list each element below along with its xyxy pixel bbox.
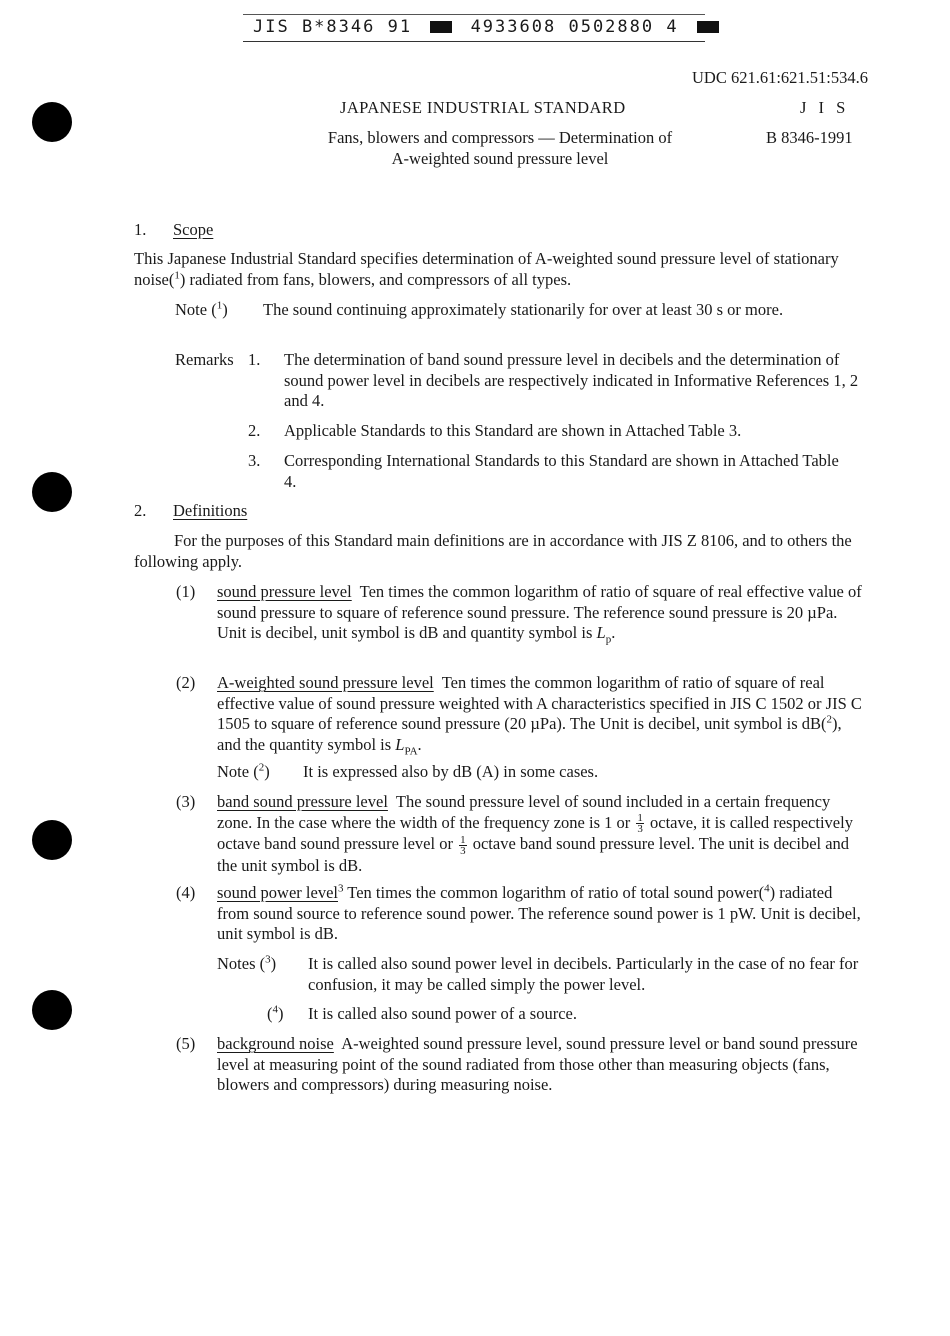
udc-code: UDC 621.61:621.51:534.6 bbox=[691, 68, 868, 87]
punch-hole-icon bbox=[32, 472, 72, 512]
definition-item: band sound pressure level The sound pressure level of sound included in a certain frequency zone. In the case where the width of the frequency zone is 1 or $\frac{1}{3}$ octave, it is called respectively octave band sound pressure level or $\frac{1}{3}$ octave band sound pressure level. The unit is decibel and the unit symbol is dB. bbox=[217, 792, 853, 875]
black-block-mark bbox=[697, 21, 719, 33]
note-text: It is called also sound power level in decibels. Particularly in the case of no fear for confusion, it may be called simply the power level. bbox=[308, 954, 859, 994]
note-label: ($^4$) bbox=[267, 1003, 284, 1023]
remark-text: The determination of band sound pressure level in decibels and the determination of sound power level in decibels are respectively indicated in Informative References 1, 2 and 4. bbox=[284, 350, 859, 410]
scope-paragraph bbox=[134, 249, 864, 290]
fraction-one-third: $\frac{1}{3}$ bbox=[637, 812, 643, 836]
definition-number: (1) bbox=[176, 582, 196, 601]
punch-hole-icon bbox=[32, 102, 72, 142]
section-number: 1. bbox=[134, 220, 147, 239]
remark-number: 1. bbox=[248, 350, 261, 369]
section-heading-scope: Scope bbox=[173, 220, 214, 239]
title-line-2: A-weighted sound pressure level bbox=[391, 148, 609, 168]
definition-item: sound pressure level Ten times the common logarithm of ratio of square of real effective value of sound pressure to square of reference sound pressure. The reference sound pressure is 20 µPa. Unit is decibel, unit symbol is dB and quantity symbol is $L_p$. bbox=[217, 582, 862, 646]
scan-header-code1: 4933608 bbox=[470, 17, 557, 37]
document-title bbox=[290, 128, 710, 169]
remark-text: Applicable Standards to this Standard are shown in Attached Table 3. bbox=[284, 421, 742, 440]
section-number: 2. bbox=[134, 501, 147, 520]
scope-text-a: This Japanese Industrial Standard specifies determination of A-weighted sound pressure level of stationary noise( bbox=[134, 249, 839, 289]
standard-number: B 8346-1991 bbox=[766, 128, 853, 147]
definition-term: band sound pressure level bbox=[217, 792, 388, 811]
remark-number: 3. bbox=[248, 451, 261, 470]
definition-term: sound pressure level bbox=[217, 582, 352, 601]
definition-number: (2) bbox=[176, 673, 196, 692]
note-text: It is expressed also by dB (A) in some cases. bbox=[303, 762, 599, 781]
punch-hole-icon bbox=[32, 820, 72, 860]
scan-header-code2: 0502880 4 bbox=[568, 17, 679, 37]
note-text: It is called also sound power of a source. bbox=[308, 1004, 577, 1023]
standard-name: JAPANESE INDUSTRIAL STANDARD bbox=[340, 98, 626, 117]
scan-header-strip bbox=[243, 14, 705, 42]
punch-hole-icon bbox=[32, 990, 72, 1030]
definition-item: A-weighted sound pressure level Ten times the common logarithm of ratio of square of real effective value of sound pressure weighted with A characteristics specified in JIS C 1502 or JIS C 1505 to square of reference sound pressure (20 µPa). The Unit is decibel, unit symbol is dB($^2$), and the quantity symbol is $L_{PA}$. bbox=[217, 673, 862, 757]
jis-mark: J I S bbox=[800, 98, 850, 117]
note-text: The sound continuing approximately stationarily for over at least 30 s or more. bbox=[263, 300, 784, 319]
scan-header-prefix: JIS B*8346 91 bbox=[253, 17, 413, 37]
remarks-label: Remarks bbox=[175, 350, 234, 369]
black-block-mark bbox=[430, 21, 452, 33]
definition-term: sound power level bbox=[217, 883, 338, 902]
note-label: Note ($^1$) bbox=[175, 299, 228, 319]
title-line-1: Fans, blowers and compressors — Determination of bbox=[327, 128, 673, 147]
footnote-ref: 1 bbox=[174, 269, 180, 281]
definition-item: background noise A-weighted sound pressure level, sound pressure level or band sound pressure level at measuring point of the sound radiated from those other than measuring objects (fans, blowers and compressors) during measuring noise. bbox=[217, 1034, 858, 1094]
remark-text: Corresponding International Standards to this Standard are shown in Attached Table 4. bbox=[284, 451, 839, 491]
definition-number: (4) bbox=[176, 883, 196, 902]
remark-number: 2. bbox=[248, 421, 261, 440]
definitions-intro: For the purposes of this Standard main definitions are in accordance with JIS Z 8106, and to others the following apply. bbox=[134, 531, 852, 571]
definition-item: sound power level$^3$ Ten times the common logarithm of ratio of total sound power($^4$) radiated from sound source to reference sound power. The reference sound power is 1 pW. Unit is decibel, unit symbol is dB. bbox=[217, 882, 861, 943]
fraction-one-third: $\frac{1}{3}$ bbox=[460, 833, 466, 857]
section-heading-definitions: Definitions bbox=[173, 501, 248, 520]
notes-label: Notes ($^3$) bbox=[217, 953, 277, 973]
definition-number: (3) bbox=[176, 792, 196, 811]
scope-text-b: ) radiated from fans, blowers, and compressors of all types. bbox=[179, 269, 572, 289]
definition-number: (5) bbox=[176, 1034, 196, 1053]
definition-term: background noise bbox=[217, 1034, 334, 1053]
note-label: Note ($^2$) bbox=[217, 761, 270, 781]
definition-term: A-weighted sound pressure level bbox=[217, 673, 434, 692]
